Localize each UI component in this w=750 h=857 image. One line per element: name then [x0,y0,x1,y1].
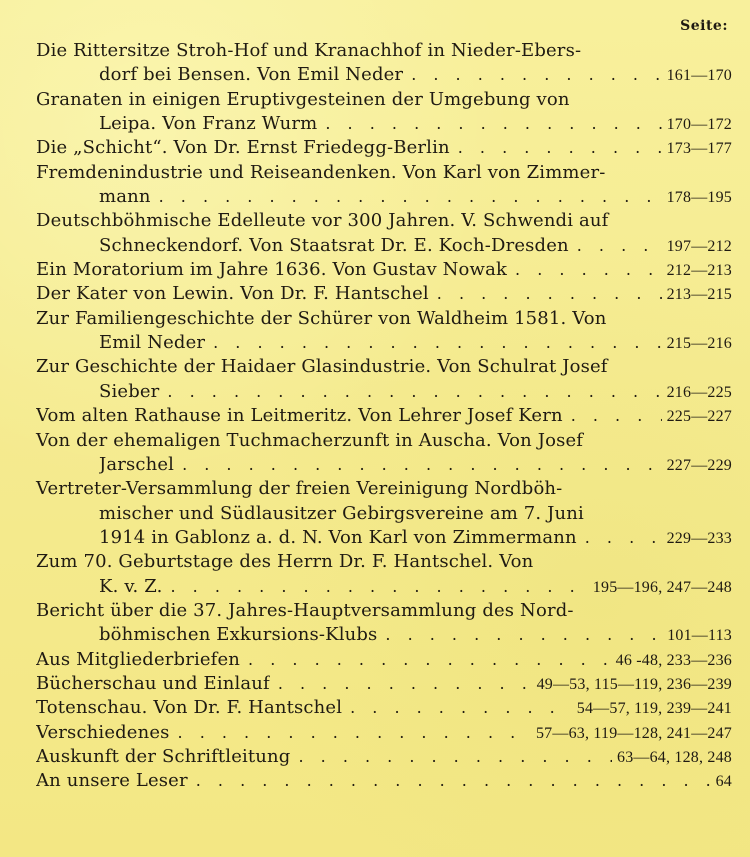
toc-entry [36,209,732,258]
toc-entry-title: Verschiedenes [36,721,170,743]
toc-entry-line: Deutschböhmische Edelleute vor 300 Jahren. V. Schwendi auf [36,210,609,232]
page-reference: 63—64, 128, 248 [617,748,732,766]
dot-leader [437,282,662,306]
toc-entry-last-line [36,745,732,769]
toc-entry [36,429,732,478]
toc-entry [36,161,732,210]
toc-entry-title: Leipa. Von Franz Wurm [99,113,318,135]
dot-leader [458,136,662,160]
toc-entry-line: Zur Familiengeschichte der Schürer von Waldheim 1581. Von [36,307,607,329]
dot-leader [298,745,612,769]
toc-entry-title: Vom alten Rathause in Leitmeritz. Von Lehrer Josef Kern [36,405,563,427]
page-reference: 57—63, 119—128, 241—247 [535,724,732,742]
toc-entry-last-line [36,696,732,720]
dot-leader [571,404,662,428]
page-reference: 227—229 [666,456,732,474]
toc-entry [36,696,732,720]
toc-entry [36,258,732,282]
toc-entry [36,307,732,356]
toc-entry-last-line [36,453,732,477]
toc-entry-title: Der Kater von Lewin. Von Dr. F. Hantschel [36,283,429,305]
dot-leader [170,575,587,599]
page-reference: 101—113 [667,627,732,645]
page-reference: 173—177 [666,140,732,158]
page-column-label: Seite: [680,18,728,34]
toc-entry [36,721,732,745]
toc-entry-last-line [36,258,732,282]
toc-entry-title: Bücherschau und Einlauf [36,672,270,694]
toc-entry-title: 1914 in Gablonz a. d. N. Von Karl von Zimmermann [99,526,577,548]
toc-entry-line: Fremdenindustrie und Reiseandenken. Von Karl von Zimmer- [36,161,606,183]
toc-entry-last-line [36,380,732,404]
toc-entry-last-line [36,648,732,672]
dot-leader [385,623,662,647]
toc-entry [36,136,732,160]
dot-leader [325,112,661,136]
toc-entry-title: An unsere Leser [36,770,188,792]
toc-entry [36,648,732,672]
dot-leader [178,721,531,745]
toc-entry [36,769,732,793]
page-reference: 46 -48, 233—236 [615,651,732,669]
table-of-contents [36,39,732,794]
toc-entry-last-line [36,769,732,793]
toc-entry [36,404,732,428]
dot-leader [585,526,662,550]
toc-entry-title: böhmischen Exkursions-Klubs [99,624,378,646]
toc-entry-title: Jarschel [99,453,175,475]
toc-entry-title: Ein Moratorium im Jahre 1636. Von Gustav Nowak [36,259,508,281]
page-reference: 64 [715,773,732,791]
toc-entry-last-line [36,404,732,428]
toc-entry-last-line [36,672,732,696]
toc-entry-line: Vertreter-Versammlung der freien Vereinigung Nordböh- [36,478,563,500]
toc-entry-line: Bericht über die 37. Jahres-Hauptversammlung des Nord- [36,599,574,621]
dot-leader [411,63,661,87]
toc-entry-title: Aus Mitgliederbriefen [36,648,241,670]
dot-leader [278,672,532,696]
dot-leader [196,769,711,793]
page-reference: 170—172 [666,116,732,134]
toc-entry-last-line [36,234,732,258]
page-reference: 195—196, 247—248 [592,578,732,596]
toc-entry-line: Von der ehemaligen Tuchmacherzunft in Auscha. Von Josef [36,429,584,451]
page-reference: 161—170 [666,67,732,85]
dot-leader [515,258,662,282]
toc-entry-line: Die Rittersitze Stroh-Hof und Kranachhof in Nieder-Ebers- [36,40,582,61]
toc-entry [36,477,732,550]
toc-entry-last-line [36,331,732,355]
toc-entry-title: Sieber [99,380,160,402]
toc-entry-last-line [36,112,732,136]
toc-entry-last-line [36,623,732,647]
toc-entry [36,355,732,404]
page-reference: 225—227 [666,408,732,426]
toc-entry-last-line [36,526,732,550]
toc-entry-title: Auskunft der Schriftleitung [36,745,291,767]
toc-entry-title: Emil Neder [99,332,206,354]
toc-entry-line: Granaten in einigen Eruptivgesteinen der Umgebung von [36,88,570,110]
toc-entry [36,672,732,696]
page-reference: 229—233 [666,529,732,547]
dot-leader [213,331,661,355]
toc-entry-title: dorf bei Bensen. Von Emil Neder [99,64,404,86]
page-reference: 178—195 [666,189,732,207]
page-reference: 54—57, 119, 239—241 [576,700,732,718]
toc-entry [36,550,732,599]
toc-entry [36,745,732,769]
dot-leader [182,453,662,477]
dot-leader [167,380,661,404]
toc-entry-line: Zur Geschichte der Haidaer Glasindustrie. Von Schulrat Josef [36,356,608,378]
dot-leader [350,696,572,720]
toc-entry-line: mischer und Südlausitzer Gebirgsvereine am 7. Juni [99,502,584,524]
toc-entry [36,88,732,137]
toc-entry [36,282,732,306]
toc-entry-last-line [36,63,732,87]
page-reference: 213—215 [666,286,732,304]
toc-entry-line: Zum 70. Geburtstage des Herrn Dr. F. Hantschel. Von [36,551,534,573]
toc-entry-title: Schneckendorf. Von Staatsrat Dr. E. Koch-Dresden [99,234,569,256]
toc-entry [36,39,732,88]
dot-leader [248,648,611,672]
toc-entry-last-line [36,282,732,306]
toc-entry-last-line [36,136,732,160]
toc-entry-title: Totenschau. Von Dr. F. Hantschel [36,697,343,719]
toc-entry-last-line [36,575,732,599]
toc-entry-last-line [36,721,732,745]
dot-leader [577,234,662,258]
toc-entry-title: Die „Schicht“. Von Dr. Ernst Friedegg-Berlin [36,137,450,159]
page-reference: 197—212 [666,237,732,255]
toc-entry-last-line [36,185,732,209]
toc-entry-title: mann [99,186,151,208]
page-reference: 49—53, 115—119, 236—239 [536,675,732,693]
dot-leader [159,185,662,209]
page-reference: 215—216 [666,335,732,353]
page-reference: 216—225 [666,383,732,401]
toc-entry [36,599,732,648]
page-reference: 212—213 [666,262,732,280]
toc-entry-title: K. v. Z. [99,575,163,597]
